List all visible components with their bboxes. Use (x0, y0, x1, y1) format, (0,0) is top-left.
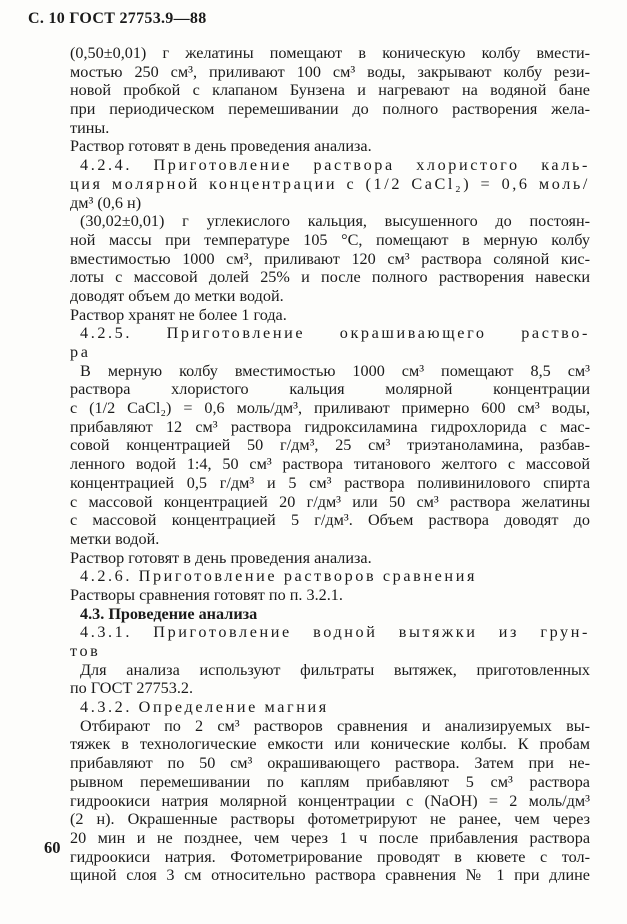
text-line: тяжек в технологические емкости или конические колбы. К пробам (70, 735, 590, 754)
text-line: щиной слоя 3 см относительно раствора сравнения № 1 при длине (70, 866, 590, 885)
text-line: гидроокиси натрия. Фотометрирование проводят в кювете с тол- (70, 847, 590, 866)
section-heading: тов (70, 642, 101, 660)
text-line: Раствор хранят не более 1 года. (70, 305, 287, 324)
text-line: c (1/2 CaCl₂) = 0,6 моль/дм³, приливают примерно 600 см³ воды, (70, 399, 590, 418)
text-line: Растворы сравнения готовят по п. 3.2.1. (70, 585, 343, 604)
text-line: (2 н). Окрашенные растворы фотометрируют не ранее, чем через (70, 810, 590, 829)
text-line: прибавляют по 50 см³ окрашивающего раствора. Затем при не- (70, 754, 590, 773)
text-line: концентрацией 0,5 г/дм³ и 5 см³ раствора поливинилового спирта (70, 473, 590, 492)
text-line: с массовой концентрацией 5 г/дм³. Объем раствора доводят до (70, 511, 590, 530)
text-line: Для анализа используют фильтраты вытяжек, приготовленных (80, 660, 590, 679)
text-line: 20 мин и не позднее, чем через 1 ч после прибавления раствора (70, 828, 590, 847)
section-heading: 4.3.1. Приготовление водной вытяжки из грун- (80, 623, 590, 642)
body-text (70, 44, 590, 885)
section-heading: 4.2.6. Приготовление растворов сравнения (80, 567, 478, 586)
text-line: новой пробкой с клапаном Бунзена и нагревают на водяной бане (70, 81, 590, 100)
text-line: рывном перемешивании по каплям прибавляют 5 см³ раствора (70, 772, 590, 791)
text-line: лоты с массовой долей 25% и после полного растворения навески (70, 268, 590, 287)
text-line: В мерную колбу вместимостью 1000 см³ помещают 8,5 см³ (80, 361, 590, 380)
page-number: 60 (44, 838, 61, 857)
text-line: (0,50±0,01) г желатины помещают в коническую колбу вмести- (70, 44, 590, 62)
section-heading: 4.3. Проведение анализа (80, 604, 258, 623)
text-line: Отбирают по 2 см³ растворов сравнения и анализируемых вы- (80, 716, 590, 735)
text-line: раствора хлористого кальция молярной концентрации (70, 380, 590, 399)
text-line: по ГОСТ 27753.2. (70, 679, 194, 698)
text-line: доводят объем до метки водой. (70, 286, 284, 305)
text-line: Раствор готовят в день проведения анализа. (70, 137, 372, 156)
section-heading: 4.3.2. Определение магния (80, 698, 329, 717)
text-line: мостью 250 см³, приливают 100 см³ воды, закрывают колбу рези- (70, 62, 590, 81)
section-heading: 4.2.4. Приготовление раствора хлористого каль- (80, 156, 590, 175)
text-line: метки водой. (70, 529, 160, 548)
text-line: (30,02±0,01) г углекислого кальция, высушенного до постоян- (80, 212, 590, 231)
text-line: совой концентрацией 50 г/дм³, 25 см³ триэтаноламина, разбав- (70, 436, 590, 455)
text-line: гидроокиси натрия молярной концентрации c (NaOH) = 2 моль/дм³ (70, 791, 590, 810)
section-heading: ция молярной концентрации c (1/2 CaCl₂) = 0,6 моль/ (70, 174, 590, 193)
text-line: Раствор готовят в день проведения анализа. (70, 548, 372, 567)
text-line: ной массы при температуре 105 °C, помещают в мерную колбу (70, 230, 590, 249)
text-line: прибавляют 12 см³ раствора гидроксиламина гидрохлорида с мас- (70, 417, 590, 436)
text-line: вместимостью 1000 см³, приливают 120 см³ раствора соляной кис- (70, 249, 590, 268)
text-line: при периодическом перемешивании до полного растворения жела- (70, 100, 590, 119)
text-line: тины. (70, 118, 110, 137)
text-line: дм³ (0,6 н) (70, 193, 142, 212)
text-line: ленного водой 1:4, 50 см³ раствора титанового желтого с массовой (70, 455, 590, 474)
text-line: с массовой концентрацией 20 г/дм³ или 50 см³ раствора желатины (70, 492, 590, 511)
section-heading: 4.2.5. Приготовление окрашивающего раство- (80, 324, 590, 343)
page-header: С. 10 ГОСТ 27753.9—88 (28, 10, 207, 27)
section-heading: ра (70, 343, 91, 361)
